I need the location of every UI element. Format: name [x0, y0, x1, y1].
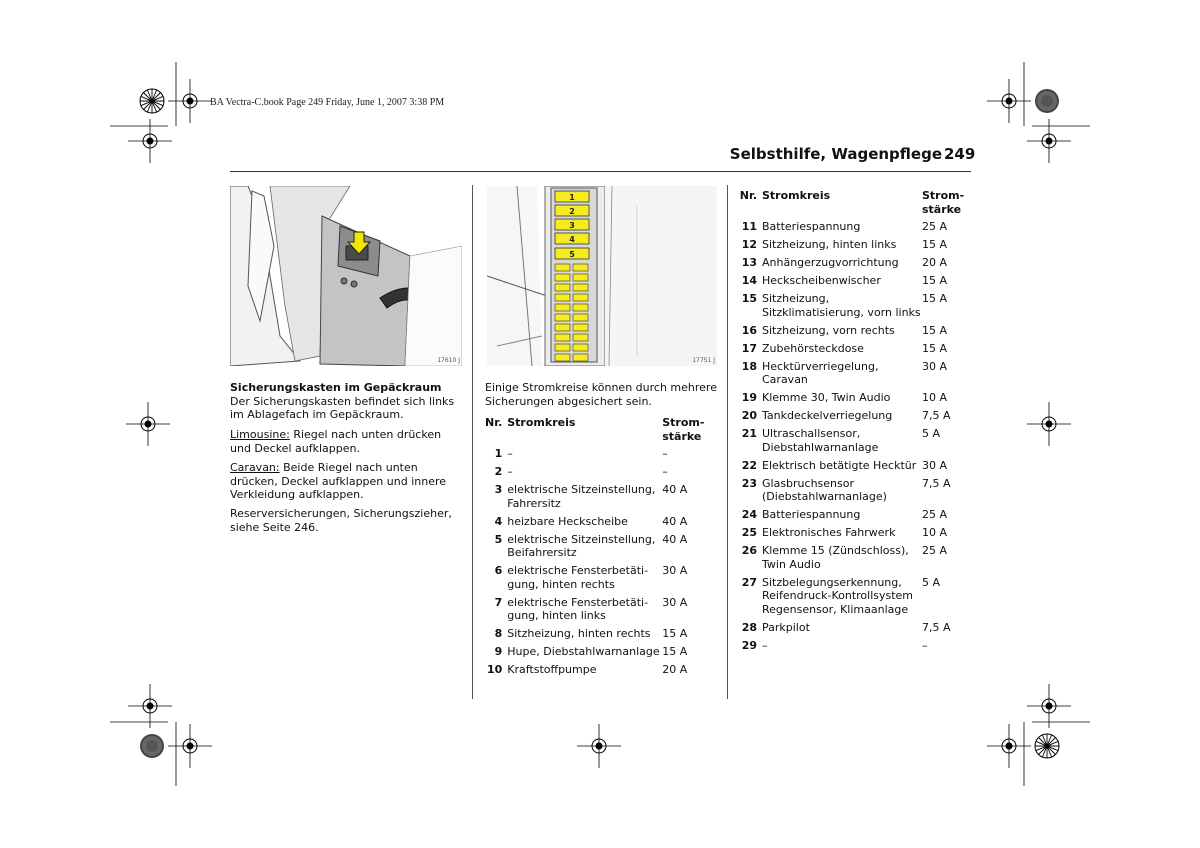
fuse-amperage: 25 A	[922, 508, 948, 521]
fuse-amperage: 20 A	[662, 663, 688, 676]
fuse-circuit: Batteriespannung	[762, 220, 861, 233]
table-row	[738, 238, 972, 256]
page-number: 249	[944, 145, 976, 163]
fuse-circuit: Hupe, Diebstahlwarnanlage	[507, 645, 660, 658]
fuse-table-right	[738, 189, 972, 657]
fuse-amperage: –	[662, 465, 668, 478]
fuse-circuit: elektrische Fensterbetäti-gung, hinten links	[507, 595, 649, 622]
fuse-circuit: Elektronisches Fahrwerk	[762, 526, 896, 539]
fuse-circuit: Tankdeckelverriegelung	[762, 409, 893, 422]
table-row	[738, 292, 972, 324]
fuse-number: 6	[494, 564, 503, 577]
fuse-amperage: 15 A	[922, 341, 948, 355]
fuse-amperage: 30 A	[662, 564, 688, 577]
limousine-text: Riegel nach unten drücken und Deckel aufklappen.	[230, 428, 442, 455]
column-divider-1	[472, 185, 473, 699]
table-row	[738, 459, 972, 477]
table-row	[485, 533, 707, 565]
header-amperage: Strom- stärke	[662, 416, 705, 443]
table-row	[485, 645, 707, 663]
fuse-amperage: 5 A	[922, 575, 941, 589]
fuse-amperage: 30 A	[922, 359, 948, 373]
fuse-circuit: Klemme 15 (Zündschloss), Twin Audio	[762, 544, 909, 571]
trunk-illustration	[230, 186, 462, 366]
fuse-circuit: elektrische Fensterbetäti-gung, hinten rechts	[507, 564, 649, 591]
fuse-number: 13	[741, 256, 757, 269]
fuse-amperage: 10 A	[922, 391, 948, 404]
table-row	[738, 427, 972, 459]
table-row	[738, 544, 972, 576]
fuse-amperage: 5 A	[922, 427, 941, 440]
fuse-number: 12	[741, 238, 757, 251]
table-row	[738, 342, 972, 360]
fuse-circuit: –	[507, 465, 513, 478]
fuse-number: 26	[741, 544, 757, 557]
fuse-number: 14	[741, 274, 757, 287]
fuse-amperage: 30 A	[662, 595, 688, 609]
fuse-number: 25	[741, 526, 757, 539]
table-row	[738, 508, 972, 526]
fuse-circuit: Sitzheizung, Sitzklimatisierung, vorn links	[762, 292, 921, 319]
table-row	[485, 515, 707, 533]
table-row	[738, 391, 972, 409]
table-row	[738, 360, 972, 392]
table-row	[738, 621, 972, 639]
fuse-circuit: Klemme 30, Twin Audio	[762, 391, 891, 404]
header-nr: Nr.	[485, 416, 503, 429]
fuse-circuit: Sitzheizung, hinten rechts	[507, 627, 651, 640]
fuse-circuit: Sitzheizung, hinten links	[762, 238, 897, 251]
table-row	[738, 324, 972, 342]
fuse-number: 15	[741, 292, 757, 305]
fuse-number: 18	[741, 359, 757, 373]
fuse-number: 16	[741, 323, 757, 337]
column-divider-2	[727, 185, 728, 699]
fuse-number: 1	[494, 447, 503, 460]
fuse-circuit: –	[507, 447, 513, 460]
fuse-number: 8	[494, 627, 503, 640]
fuse-amperage: 30 A	[922, 458, 948, 472]
fuse-circuit: Batteriespannung	[762, 508, 861, 521]
fuse-circuit: elektrische Sitzeinstellung, Beifahrersitz	[507, 532, 656, 559]
fuse-circuit: elektrische Sitzeinstellung, Fahrersitz	[507, 483, 656, 510]
fuse-number: 19	[741, 391, 757, 404]
fuse-number: 9	[494, 645, 503, 658]
fuse-amperage: 15 A	[922, 274, 948, 287]
header-circuit: Stromkreis	[507, 416, 576, 429]
table-header-row	[485, 416, 707, 447]
fuse-circuit: Sitzheizung, vorn rechts	[762, 323, 895, 337]
fuse-number: 3	[494, 483, 503, 496]
caravan-paragraph	[230, 461, 462, 502]
fuse-number: 7	[494, 595, 503, 609]
fuse-layout-illustration	[487, 186, 717, 366]
fuse-amperage: 40 A	[662, 532, 688, 546]
table-row	[485, 663, 707, 681]
table-row	[738, 639, 972, 657]
fuse-amperage: 25 A	[922, 544, 948, 557]
table-row	[485, 596, 707, 628]
section-heading: Sicherungskasten im Gepäckraum	[230, 381, 442, 394]
fuse-amperage: 15 A	[922, 323, 948, 337]
fuse-amperage: 7,5 A	[922, 409, 951, 422]
fuse-number: 5	[494, 532, 503, 546]
table-row	[738, 256, 972, 274]
table-row	[738, 576, 972, 621]
intro-text: Der Sicherungskasten befindet sich links im Ablagefach im Gepäckraum.	[230, 394, 455, 421]
fuse-amperage: 15 A	[662, 645, 688, 658]
fuse-amperage: 20 A	[922, 256, 948, 269]
fuse-amperage: 25 A	[922, 220, 948, 233]
fuse-circuit: Parkpilot	[762, 620, 810, 634]
table-row	[738, 409, 972, 427]
fuse-number: 24	[741, 508, 757, 521]
fuse-circuit: Zubehörsteckdose	[762, 341, 864, 355]
fuse-label-3: 3	[569, 221, 575, 230]
fuse-number: 21	[741, 427, 757, 440]
fuse-amperage: 10 A	[922, 526, 948, 539]
fuse-circuit: Anhängerzugvorrichtung	[762, 256, 899, 269]
table-row	[485, 627, 707, 645]
fuse-number: 22	[741, 458, 757, 472]
table-row	[485, 483, 707, 515]
fuse-circuit: Kraftstoffpumpe	[507, 663, 597, 676]
fuse-number: 23	[741, 476, 757, 490]
fuse-number: 2	[494, 465, 503, 478]
fuse-label-5: 5	[569, 250, 575, 259]
fuse-amperage: –	[662, 447, 668, 460]
fuse-circuit: heizbare Heckscheibe	[507, 514, 628, 528]
fuse-number: 27	[741, 575, 757, 589]
fuse-amperage: 40 A	[662, 483, 688, 496]
caravan-text: Beide Riegel nach unten drücken, Deckel aufklappen und innere Verkleidung aufklappen.	[230, 461, 447, 501]
limousine-paragraph	[230, 428, 462, 455]
heading-block	[230, 381, 462, 422]
fuse-circuit: Sitzbelegungserkennung, Reifendruck-Kontrollsystem Regensensor, Klimaanlage	[762, 575, 914, 616]
fuse-amperage: 15 A	[662, 627, 688, 640]
fuse-number: 28	[741, 620, 757, 634]
table-row	[738, 526, 972, 544]
book-info: BA Vectra-C.book Page 249 Friday, June 1, 2007 3:38 PM	[210, 97, 445, 108]
fuse-circuit: Glasbruchsensor (Diebstahlwarnanlage)	[762, 476, 887, 503]
fuse-amperage: 15 A	[922, 292, 948, 305]
fuse-number: 29	[741, 638, 757, 652]
fuse-circuit: –	[762, 638, 768, 652]
fuse-table-middle	[485, 416, 707, 681]
middle-intro: Einige Stromkreise können durch mehrere Sicherungen abgesichert sein.	[485, 381, 717, 408]
fuse-circuit: Ultraschallsensor, Diebstahlwarnanlage	[762, 427, 879, 454]
header-circuit: Stromkreis	[762, 189, 831, 202]
fuse-label-2: 2	[569, 207, 575, 216]
fuse-number: 10	[486, 663, 503, 676]
header-amperage: Strom- stärke	[922, 189, 965, 216]
fuse-number: 20	[741, 409, 757, 422]
table-row	[738, 274, 972, 292]
table-row	[485, 465, 707, 483]
header-nr: Nr.	[739, 189, 757, 202]
limousine-label: Limousine:	[230, 428, 290, 441]
fuse-amperage: –	[922, 638, 928, 652]
fuse-amperage: 15 A	[922, 238, 948, 251]
fuse-circuit: Hecktürverriegelung, Caravan	[762, 359, 879, 386]
header-rule	[230, 171, 971, 172]
fuse-number: 11	[741, 220, 757, 233]
figure-fuse-layout	[487, 186, 717, 366]
table-row	[485, 564, 707, 596]
figure-code: 17610 J	[437, 357, 460, 364]
fuse-circuit: Heckscheibenwischer	[762, 274, 881, 287]
figure-trunk-fusebox	[230, 186, 462, 366]
caravan-label: Caravan:	[230, 461, 280, 474]
table-row	[485, 447, 707, 465]
table-header-row	[738, 189, 972, 220]
reserve-paragraph: Reserversicherungen, Sicherungszieher, siehe Seite 246.	[230, 507, 452, 534]
fuse-label-4: 4	[569, 235, 575, 244]
fuse-circuit: Elektrisch betätigte Hecktür	[762, 458, 917, 472]
table-row	[738, 220, 972, 238]
page-title: Selbsthilfe, Wagenpflege	[729, 145, 942, 163]
figure-code: 17751 J	[692, 357, 715, 364]
fuse-amperage: 7,5 A	[922, 476, 951, 490]
fuse-number: 17	[741, 341, 757, 355]
fuse-label-1: 1	[569, 193, 575, 202]
fuse-amperage: 7,5 A	[922, 620, 951, 634]
fuse-amperage: 40 A	[662, 514, 688, 528]
fuse-number: 4	[494, 514, 503, 528]
table-row	[738, 477, 972, 509]
